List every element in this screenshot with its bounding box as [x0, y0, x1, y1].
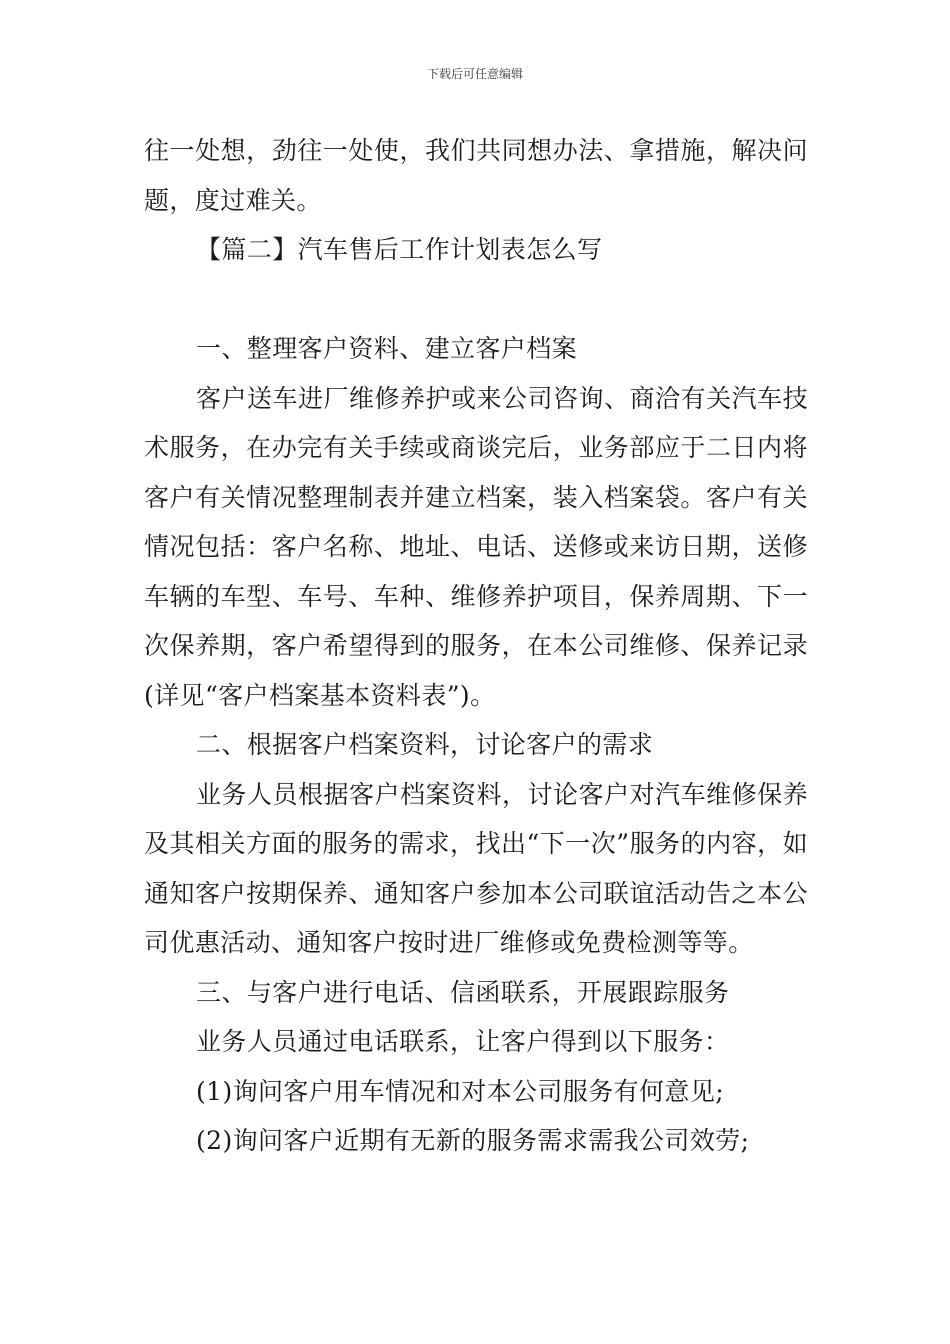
blank-line [144, 275, 808, 325]
paragraph-2: 业务人员根据客户档案资料，讨论客户对汽车维修保养及其相关方面的服务的需求，找出“下一次”服务的内容，如通知客户按期保养、通知客户参加本公司联谊活动告之本公司优惠活动、通知客户按时进厂维修或免费检测等等。 [144, 779, 808, 957]
paragraph-1: 客户送车进厂维修养护或来公司咨询、商洽有关汽车技术服务，在办完有关手续或商谈完后，业务部应于二日内将客户有关情况整理制表并建立档案，装入档案袋。客户有关情况包括：客户名称、地址、电话、送修或来访日期，送修车辆的车型、车号、车种、维修养护项目，保养周期、下一次保养期，客户希望得到的服务，在本公司维修、保养记录(详见“客户档案基本资料表”)。 [144, 383, 808, 710]
list-item-2: (2)询问客户近期有无新的服务需求需我公司效劳; [196, 1126, 750, 1155]
heading-3: 三、与客户进行电话、信函联系，开展跟踪服务 [196, 977, 730, 1007]
paragraph-3: 业务人员通过电话联系，让客户得到以下服务： [196, 1027, 730, 1056]
paragraph-continuation: 往一处想，劲往一处使，我们共同想办法、拿措施，解决问题，度过难关。 [144, 136, 808, 215]
document-body [144, 126, 808, 1166]
list-item-1: (1)询问客户用车情况和对本公司服务有何意见; [196, 1076, 725, 1106]
page-header: 下载后可任意编辑 [426, 67, 523, 81]
heading-2: 二、根据客户档案资料，讨论客户的需求 [196, 730, 654, 759]
heading-1: 一、整理客户资料、建立客户档案 [196, 334, 578, 363]
section-title: 【篇二】汽车售后工作计划表怎么写 [196, 235, 603, 264]
